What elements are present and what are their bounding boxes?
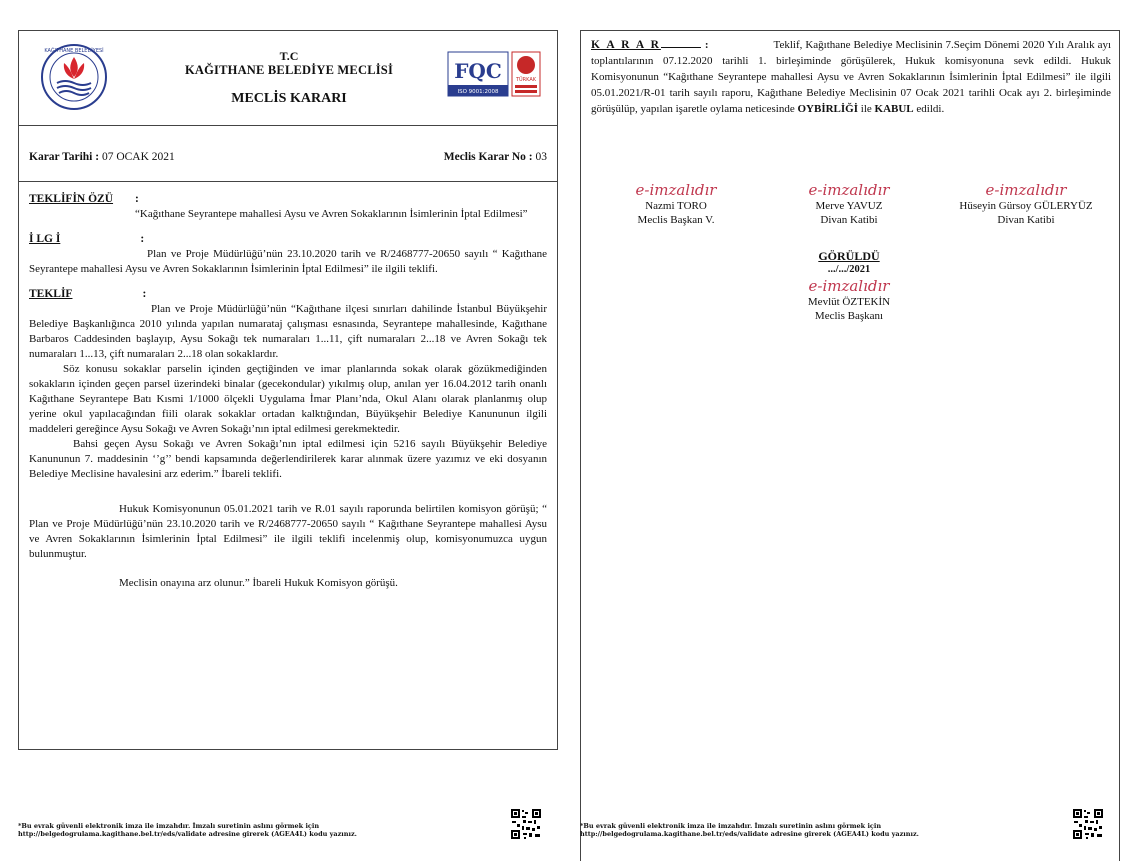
section-title-teklif: TEKLİF : (29, 288, 147, 300)
teklif-paragraph-3: Bahsi geçen Aysu Sokağı ve Avren Sokağı’nın iptal edilmesi için 5216 sayılı Büyükşehir Belediye Kanununun 7. maddesinin ‘’g’’ bendi kapsamında değerlendirilerek karar alınmak üzere yazımız ve eki dosyanın Belediye Meclisine havalesini arz ederim.” İbareli teklifi. (29, 438, 547, 480)
signer-role: Meclis Başkan V. (637, 214, 715, 226)
header-tc: T.C (279, 49, 299, 63)
svg-text:KAĞITHANE BELEDİYESİ: KAĞITHANE BELEDİYESİ (44, 48, 104, 54)
signer-name: Mevlüt ÖZTEKİN (807, 296, 891, 308)
decision-meta (19, 126, 557, 182)
municipality-logo (39, 43, 109, 111)
karar-label: K A R A R (591, 39, 661, 51)
svg-text:ISO 9001:2008: ISO 9001:2008 (457, 89, 499, 95)
esign-stamp: e-imzalıdır (985, 181, 1067, 199)
decision-number: Meclis Karar No : 03 (443, 151, 547, 163)
goruldu-date: .../.../2021 (827, 264, 871, 275)
decision-body (19, 182, 557, 591)
karar-oybirligi: OYBİRLİĞİ (797, 103, 859, 115)
header-org: KAĞITHANE BELEDİYE MECLİSİ (184, 63, 394, 77)
esign-stamp: e-imzalıdır (635, 181, 717, 199)
svg-text:FQC: FQC (454, 59, 502, 83)
signer-name: Nazmi TORO (645, 200, 707, 212)
decision-page-1 (18, 30, 558, 750)
footer-note-right: *Bu evrak güvenli elektronik imza ile imzahdır. İmzalı suretinin aslını görmek için http://belgedogrulama.kagithane.bel.tr/eds/validate adresine girerek (AGEA4L) kodu yazınız. (580, 822, 919, 838)
qr-code-icon (1072, 808, 1104, 840)
signature-approval (776, 249, 922, 323)
page-header (19, 31, 557, 126)
karar-kabul: KABUL (874, 103, 914, 115)
turkak-logo (511, 51, 541, 97)
signer-role: Divan Katibi (997, 214, 1055, 226)
komisyon-paragraph-1: Hukuk Komisyonunun 05.01.2021 tarih ve R.01 sayılı raporunda belirtilen komisyon görüşü; “ Plan ve Proje Müdürlüğü’nün 23.10.2020 tarih ve R/2468777-20650 sayılı “ Kağıthane Seyrantepe mahallesi Aysu ve Avren Sokaklarının İsimlerinin İptal Edilmesi” ile ilgili teklifi incelenmiş olup, komisyonumuzca uygun bulunmuştur. (29, 503, 547, 560)
signature-2 (784, 181, 914, 227)
esign-stamp: e-imzalıdır (808, 181, 890, 199)
teklif-paragraph-1: Plan ve Proje Müdürlüğü’nün “Kağıthane ilçesi sınırları dahilinde İstanbul Büyükşehir Belediye Başkanlığınca 2010 yılında yapılan numarataj çalışması esnasında, Seyrantepe mahallesinde, Kağıthane Barbaros Caddesinden başlayıp, Aysu Sokağı tek numaraları 1...11, çift numaraları 2...18 ve Avren Sokağı tek numaraları 1...13, çift numaraları 2...18 olan sokaklardır. (29, 303, 547, 360)
signer-role: Meclis Başkanı (814, 310, 884, 322)
komisyon-paragraph-2: Meclisin onayına arz olunur.” İbareli Hukuk Komisyon görüşü. (119, 577, 398, 589)
qr-code-icon (510, 808, 542, 840)
oz-text: “Kağıthane Seyrantepe mahallesi Aysu ve Avren Sokaklarının İsimlerinin İptal Edilmesi” (135, 208, 528, 220)
decision-page-2 (580, 30, 1120, 861)
signature-1 (611, 181, 741, 227)
fqc-logo (447, 51, 509, 97)
signer-name: Hüseyin Gürsoy GÜLERYÜZ (959, 200, 1093, 212)
goruldu-label: GÖRÜLDÜ (818, 249, 880, 263)
section-title-oz: TEKLİFİN ÖZÜ : (29, 193, 139, 205)
footer-note-left: *Bu evrak güvenli elektronik imza ile imzahdır. İmzalı suretinin aslını görmek için http://belgedogrulama.kagithane.bel.tr/eds/validate adresine girerek (AGEA4L) kodu yazınız. (18, 822, 357, 838)
teklif-paragraph-2: Söz konusu sokaklar parselin içinden geçtiğinden ve imar planlarında sokak olarak gözükmediğinden sokakların içinden geçen parsel üzerindeki binalar (gecekondular) yıkılmış olup, anılan yer 16.04.2012 tarih onanlı Kağıthane Seyrantepe Batı Kısmi 1/1000 ölçekli Uygulama İmar Planı’nda, Okul Alanı olarak planlanmış olup yerine okul yapılacağından fiili olarak sokaklar ortadan kalktığından, Büyükşehir Belediye Kanununun ilgili maddeleri gereğince Aysu Sokağı ve Avren Sokağı’nın iptal edilmesi gerekmektedir. (29, 363, 547, 435)
signature-3 (941, 181, 1111, 227)
karar-block: K A R A R : Teklif, Kağıthane Belediye Meclisinin 7.Seçim Dönemi 2020 Yılı Aralık ayı toplantılarının 07.12.2020 tarihli 1. birleşiminde görüşülerek, Hukuk komisyonuna sevk edildi. Hukuk Komisyonunun “Kağıthane Seyrantepe mahallesi Aysu ve Avren Sokaklarının İsimlerinin İptal Edilmesi” ile ilgili 05.01.2021/R-01 tarih sayılı raporu, Kağıthane Belediye Meclisinin 07 Ocak 2021 tarihli Ocak ayı 2. birleşiminde görüşülüp, yapılan işaretle oylama neticesinde OYBİRLİĞİ ile KABUL edildi. (591, 39, 1112, 115)
ilgi-text: Plan ve Proje Müdürlüğü’nün 23.10.2020 tarih ve R/2468777-20650 sayılı “ Kağıthane Seyrantepe mahallesi Aysu ve Avren Sokaklarının İsimlerinin İptal Edilmesi” ile ilgili teklifi. (29, 248, 547, 275)
section-title-ilgi: İ LG İ : (29, 233, 145, 245)
signer-role: Divan Katibi (820, 214, 878, 226)
signer-name: Merve YAVUZ (815, 200, 883, 212)
svg-text:TÜRKAK: TÜRKAK (515, 77, 537, 83)
page-title: MECLİS KARARI (231, 91, 347, 106)
decision-date: Karar Tarihi : 07 OCAK 2021 (29, 151, 175, 163)
header-title-block (159, 49, 419, 107)
esign-stamp: e-imzalıdır (808, 277, 890, 295)
karar-text: Teklif, Kağıthane Belediye Meclisinin 7.Seçim Dönemi 2020 Yılı Aralık ayı toplantılarının 07.12.2020 tarihli 1. birleşiminde görüşülerek, Hukuk komisyonuna sevk edildi. Hukuk Komisyonunun “Kağıthane Seyrantepe mahallesi Aysu ve Avren Sokaklarının İsimlerinin İptal Edilmesi” ile ilgili 05.01.2021/R-01 tarih sayılı raporu, Kağıthane Belediye Meclisinin 07 Ocak 2021 tarihli Ocak ayı 2. birleşiminde görüşülüp, yapılan işaretle oylama neticesinde (591, 39, 1112, 115)
